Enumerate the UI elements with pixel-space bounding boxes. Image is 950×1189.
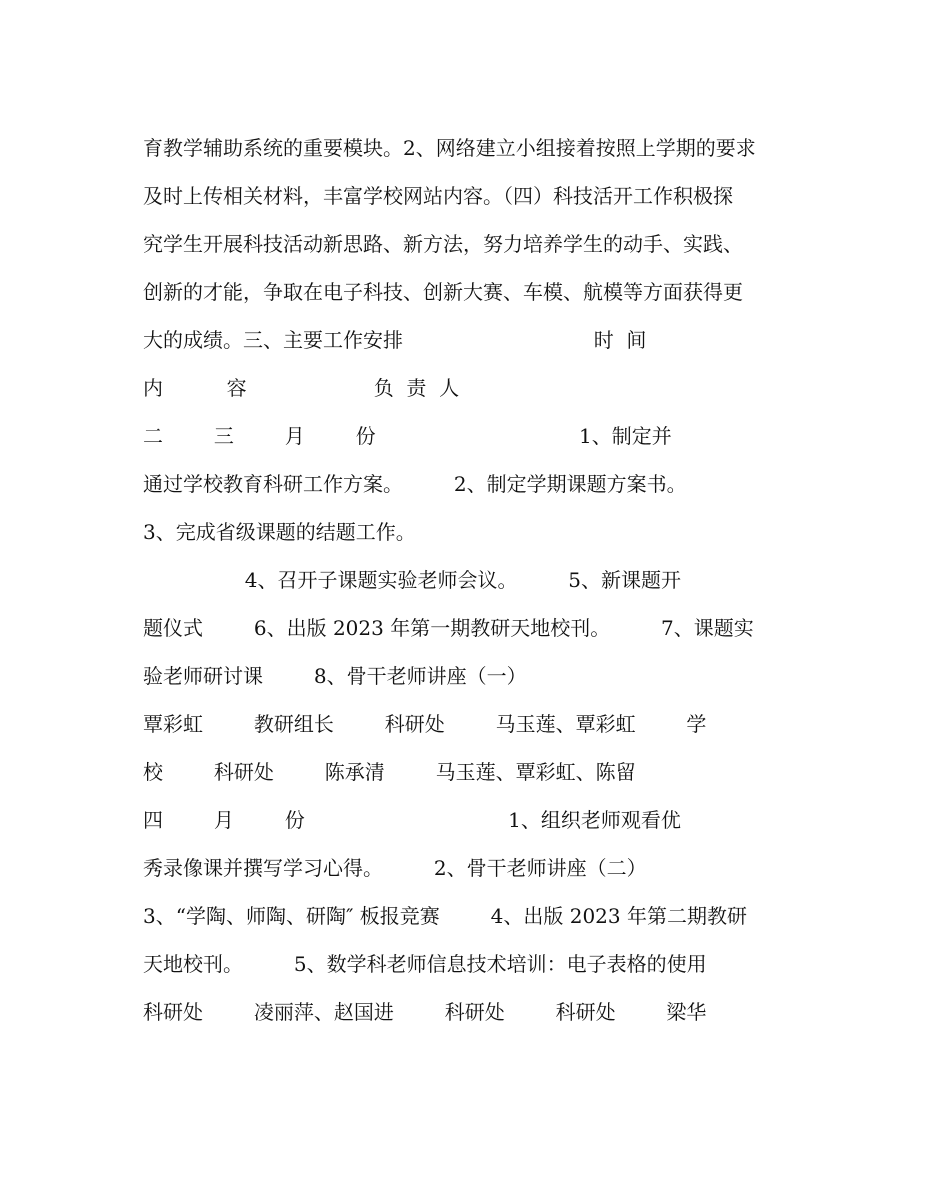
text-line-14: 校 科研处 陈承清 马玉莲、覃彩虹、陈留	[143, 760, 636, 784]
document-body	[143, 124, 813, 1036]
text-line-2: 及时上传相关材料，丰富学校网站内容。（四）科技活开工作积极探	[143, 184, 733, 208]
text-line-4: 创新的才能，争取在电子科技、创新大赛、车模、航模等方面获得更	[143, 280, 743, 304]
text-line-9: 3、完成省级课题的结题工作。	[143, 520, 416, 544]
text-line-13: 覃彩虹 教研组长 科研处 马玉莲、覃彩虹 学	[143, 712, 707, 736]
text-line-1: 育教学辅助系统的重要模块。2、网络建立小组接着按照上学期的要求	[143, 136, 756, 160]
text-line-5: 大的成绩。三、主要工作安排 时 间	[143, 328, 647, 352]
text-line-15: 四 月 份 1、组织老师观看优	[143, 808, 681, 832]
text-line-8: 通过学校教育科研工作方案。 2、制定学期课题方案书。	[143, 472, 687, 496]
text-line-3: 究学生开展科技活动新思路、新方法，努力培养学生的动手、实践、	[143, 232, 743, 256]
text-line-19: 科研处 凌丽萍、赵国进 科研处 科研处 梁华	[143, 1000, 707, 1024]
text-line-6: 内 容 负 责 人	[143, 376, 460, 400]
text-line-17: 3、“学陶、师陶、研陶″ 板报竞赛 4、出版 2023 年第二期教研	[143, 904, 747, 928]
text-line-7: 二 三 月 份 1、制定并	[143, 424, 672, 448]
text-line-10: 4、召开子课题实验老师会议。 5、新课题开	[143, 568, 682, 592]
text-line-12: 验老师研讨课 8、骨干老师讲座（一）	[143, 664, 527, 688]
text-line-16: 秀录像课并撰写学习心得。 2、骨干老师讲座（二）	[143, 856, 647, 880]
text-line-18: 天地校刊。 5、数学科老师信息技术培训：电子表格的使用	[143, 952, 707, 976]
text-line-11: 题仪式 6、出版 2023 年第一期教研天地校刊。 7、课题实	[143, 616, 754, 640]
